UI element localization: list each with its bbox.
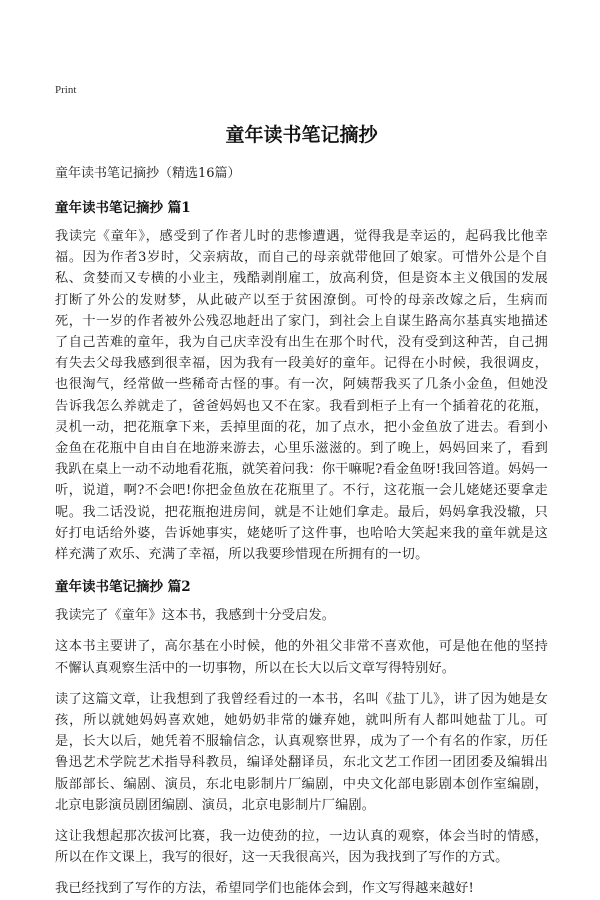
document-subtitle: 童年读书笔记摘抄（精选16篇） [55, 166, 241, 181]
section-heading: 童年读书笔记摘抄 篇1 [55, 200, 191, 216]
document-title: 童年读书笔记摘抄 [225, 124, 378, 146]
paragraph: 我读完《童年》，感受到了作者儿时的悲惨遭遇，觉得我是幸运的，起码我比他幸福。因为作者3岁时，父亲病故，而自己的母亲就带他回了娘家。可惜外公是个自私、贪婪而又专横的小业主，残酷剥削雇工，放高利贷，但是资本主义俄国的发展打断了外公的发财梦，从此破产以至于贫困潦倒。可怜的母亲改嫁之后，生病而死，十一岁的作者被外公残忍地赶出了家门，到社会上自谋生路高尔基真实地描述了自己苦难的童年，我为自己庆幸没有出生在那个时代，没有受到这种苦，自己拥有失去父母我感到很幸福，因为我有一段美好的童年。记得在小时候，我很调皮，也很淘气，经常做一些稀奇古怪的事。有一次，阿姨帮我买了几条小金鱼，但她没告诉我怎么养就走了，爸爸妈妈也又不在家。我看到柜子上有一个插着花的花瓶，灵机一动，把花瓶拿下来，丢掉里面的花，加了点水，把小金鱼放了进去。看到小金鱼在花瓶中自由自在地游来游去，心里乐滋滋的。到了晚上，妈妈回来了，看到我趴在桌上一动不动地看花瓶，就笑着问我：你干嘛呢?看金鱼呀!我回答道。妈妈一听，说道，啊?不会吧!你把金鱼放在花瓶里了。不行，这花瓶一会儿姥姥还要拿走呢。我二话没说，把花瓶抱进房间，就是不让她们拿走。最后，妈妈拿我没辙，只好打电话给外婆，告诉她事实，姥姥听了这件事，也哈哈大笑起来我的童年就是这样充满了欢乐、充满了幸福，所以我要珍惜现在所拥有的一切。 [55, 229, 548, 563]
section-heading: 童年读书笔记摘抄 篇2 [55, 579, 191, 596]
print-label: Print [55, 84, 77, 96]
section-2 [55, 577, 548, 899]
paragraph: 读了这篇文章，让我想到了我曾经看过的一本书，名叫《盐丁儿》，讲了因为她是女孩，所以就她妈妈喜欢她，她奶奶非常的嫌弃她，就叫所有人都叫她盐丁儿。可是，长大以后，她凭着不服输信念，认真观察世界，成为了一个有名的作家，历任鲁迅艺术学院艺术指导科教员，编译处翻译员，东北文艺工作团一团团委及编辑出版部部长、编剧、演员，东北电影制片厂编剧，中央文化部电影剧本创作室编剧，北京电影演员剧团编剧、演员，北京电影制片厂编剧。 [55, 691, 548, 813]
paragraph: 这让我想起那次拔河比赛，我一边使劲的拉，一边认真的观察，体会当时的情感，所以在作文课上，我写的很好，这一天我很高兴，因为我找到了写作的方式。 [55, 829, 548, 866]
section-1 [55, 198, 548, 565]
paragraph: 我已经找到了写作的方法，希望同学们也能体会到，作文写得越来越好! [55, 881, 474, 897]
paragraph: 我读完了《童年》这本书，我感到十分受启发。 [55, 608, 336, 624]
paragraph: 这本书主要讲了，高尔基在小时候，他的外祖父非常不喜欢他，可是他在他的坚持不懈认真观察生活中的一切事物，所以在长大以后文章写得特别好。 [55, 639, 548, 676]
